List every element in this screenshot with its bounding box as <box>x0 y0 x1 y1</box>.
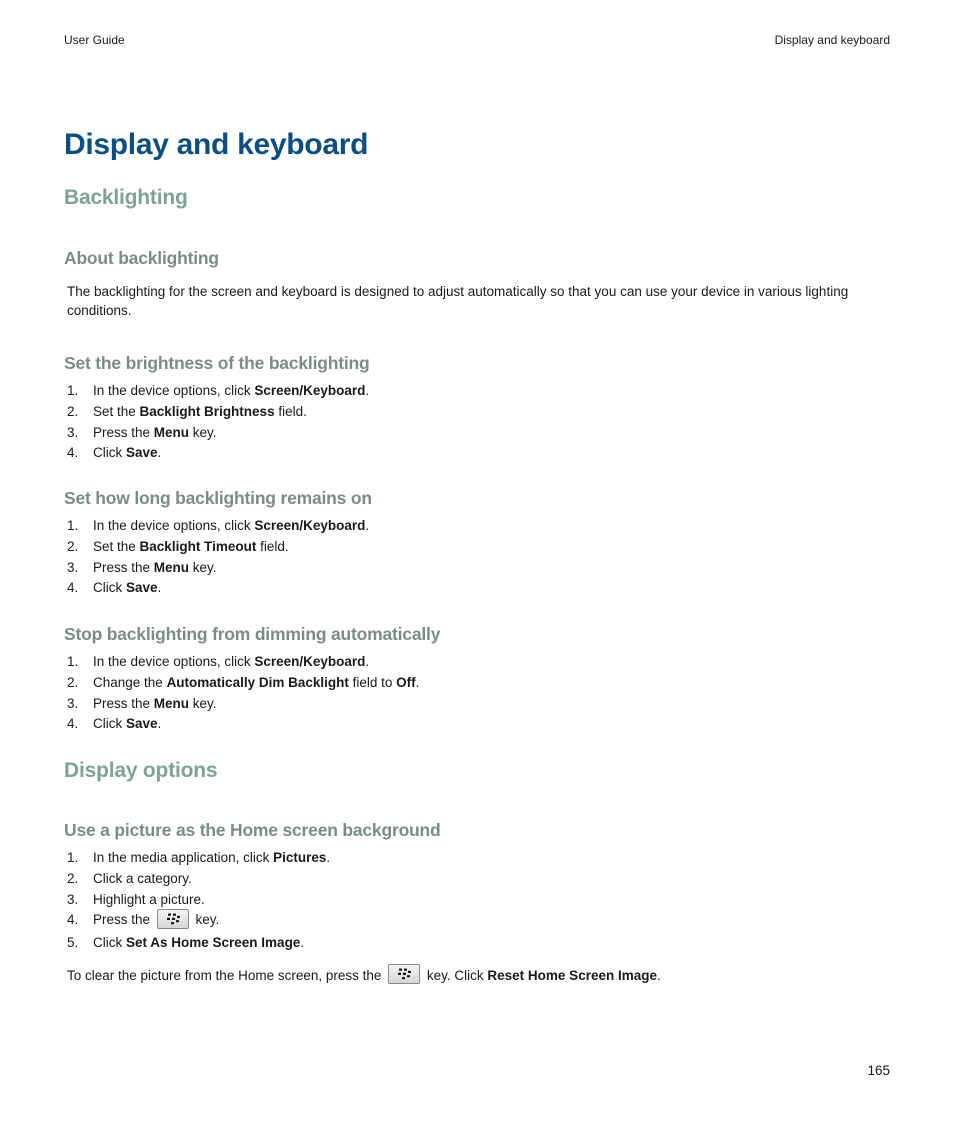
step-number: 4. <box>67 445 79 461</box>
step-number: 1. <box>67 518 79 533</box>
steps-home-screen-picture <box>64 848 864 954</box>
step-number: 3. <box>67 695 79 711</box>
step-text: Highlight a picture. <box>93 891 205 907</box>
running-header-left: User Guide <box>64 33 125 47</box>
step-item <box>64 673 864 694</box>
section-heading-backlighting: Backlighting <box>64 186 188 209</box>
step-number: 3. <box>67 891 79 907</box>
step-item <box>64 443 864 464</box>
step-text: Click Save. <box>93 580 162 596</box>
step-item <box>64 869 864 890</box>
step-text: Set the Backlight Timeout field. <box>93 538 289 554</box>
clear-picture-note: To clear the picture from the Home screen, press the key. Click Reset Home Screen Image. <box>67 966 887 985</box>
step-number: 3. <box>67 424 79 440</box>
step-item <box>64 423 864 444</box>
steps-stop-dimming <box>64 652 864 735</box>
step-item <box>64 652 864 673</box>
step-text: Press the Menu key. <box>93 424 217 440</box>
step-item <box>64 714 864 735</box>
about-backlighting-paragraph: The backlighting for the screen and keyboard is designed to adjust automatically so that you can use your device in various lighting conditions. <box>67 284 849 318</box>
page-title: Display and keyboard <box>64 128 369 161</box>
subheading-brightness: Set the brightness of the backlighting <box>64 353 370 373</box>
step-number: 4. <box>67 580 79 596</box>
step-text: Change the Automatically Dim Backlight field to Off. <box>93 674 420 690</box>
subheading-backlight-duration: Set how long backlighting remains on <box>64 488 372 508</box>
step-number: 1. <box>67 383 79 398</box>
step-text: Press the key. <box>93 910 219 931</box>
step-text: Click a category. <box>93 870 192 886</box>
step-text: Click Set As Home Screen Image. <box>93 935 305 951</box>
subheading-about-backlighting: About backlighting <box>64 248 219 268</box>
running-header-right: Display and keyboard <box>774 33 890 47</box>
blackberry-menu-key-icon <box>388 964 420 984</box>
step-item <box>64 558 864 579</box>
step-item <box>64 578 864 599</box>
step-number: 2. <box>67 870 79 886</box>
step-item <box>64 933 864 954</box>
step-number: 4. <box>67 716 79 732</box>
step-item <box>64 516 864 537</box>
step-number: 2. <box>67 538 79 554</box>
step-item <box>64 694 864 715</box>
step-text: In the device options, click Screen/Keyboard. <box>93 383 370 398</box>
step-number: 1. <box>67 654 79 669</box>
step-number: 1. <box>67 850 79 865</box>
step-number: 2. <box>67 674 79 690</box>
step-text: Press the Menu key. <box>93 559 217 575</box>
step-text: Click Save. <box>93 445 162 461</box>
step-item <box>64 381 864 402</box>
step-text: In the device options, click Screen/Keyboard. <box>93 518 370 533</box>
step-text: Click Save. <box>93 716 162 732</box>
step-number: 2. <box>67 403 79 419</box>
step-item <box>64 537 864 558</box>
step-text: In the media application, click Pictures. <box>93 850 331 865</box>
steps-backlight-duration <box>64 516 864 599</box>
subheading-stop-dimming: Stop backlighting from dimming automatically <box>64 624 441 644</box>
step-number: 5. <box>67 935 79 951</box>
step-number: 4. <box>67 912 79 928</box>
blackberry-menu-key-icon <box>157 909 189 929</box>
step-text: Set the Backlight Brightness field. <box>93 403 307 419</box>
subheading-home-screen-picture: Use a picture as the Home screen background <box>64 820 441 840</box>
step-item <box>64 910 864 933</box>
section-heading-display-options: Display options <box>64 759 218 782</box>
step-item <box>64 890 864 911</box>
steps-brightness <box>64 381 864 464</box>
step-item <box>64 848 864 869</box>
page-number: 165 <box>867 1063 890 1078</box>
step-number: 3. <box>67 559 79 575</box>
step-text: In the device options, click Screen/Keyboard. <box>93 654 370 669</box>
step-text: Press the Menu key. <box>93 695 217 711</box>
step-item <box>64 402 864 423</box>
